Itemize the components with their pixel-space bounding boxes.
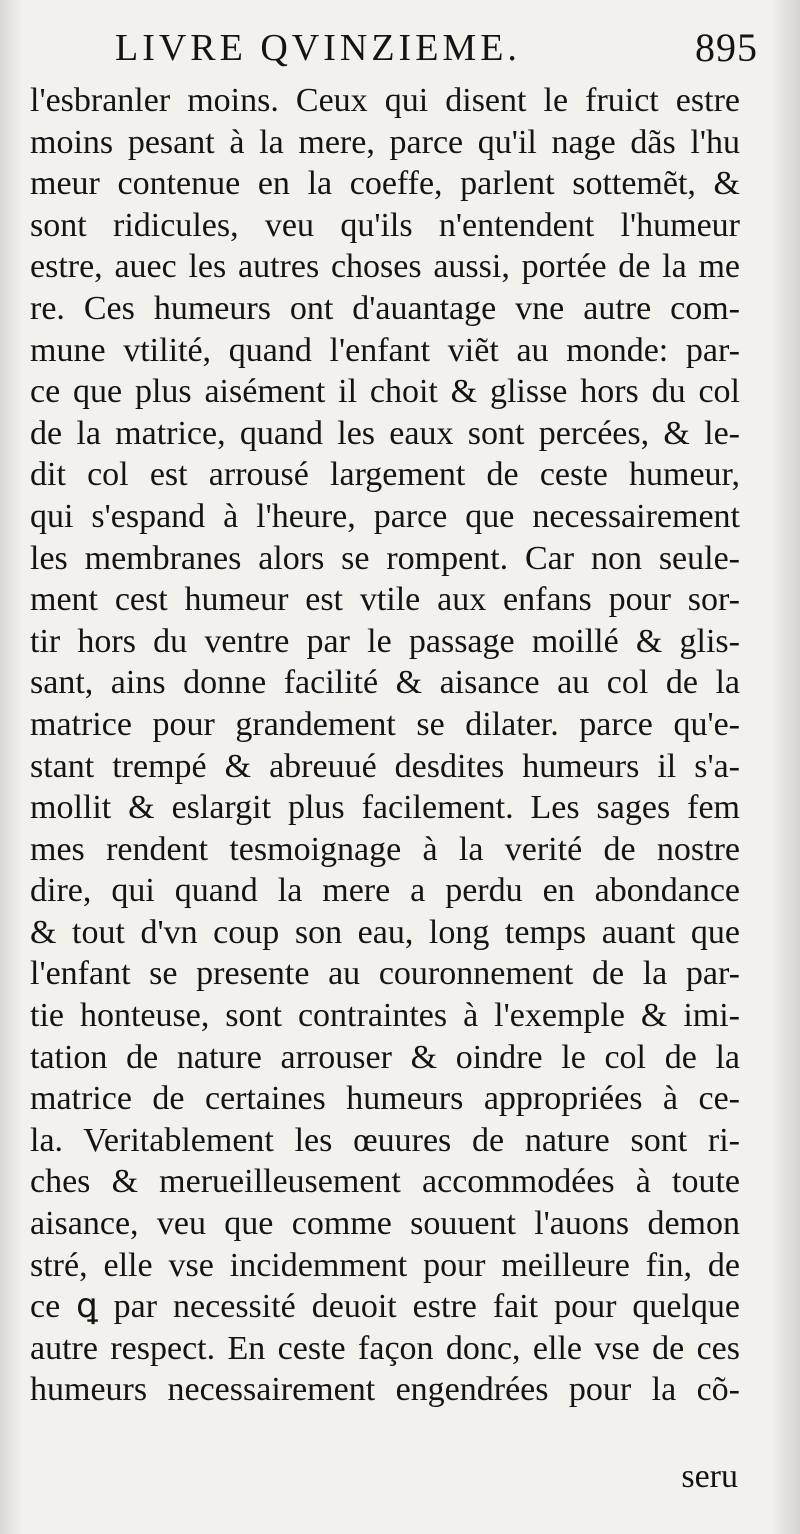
text-line: matrice de certaines humeurs appropriées à ce- <box>30 1080 740 1118</box>
text-line: mune vtilité, quand l'enfant viẽt au monde: par- <box>30 331 740 369</box>
text-line: dit col est arrousé largement de ceste humeur, <box>30 456 740 494</box>
text-line: ches & merueilleusement accommodées à toute <box>30 1163 740 1201</box>
text-line: la. Veritablement les œuures de nature sont ri- <box>30 1121 740 1159</box>
text-line: matrice pour grandement se dilater. parce qu'e- <box>30 705 740 743</box>
text-line: meur contenue en la coeffe, parlent sottemẽt, & <box>30 165 740 203</box>
text-line: sant, ains donne facilité & aisance au col de la <box>30 664 740 702</box>
text-line: tation de nature arrouser & oindre le col de la <box>30 1038 740 1076</box>
page-header <box>0 18 800 78</box>
running-head: LIVRE QVINZIEME. <box>115 27 521 69</box>
body-text <box>30 80 740 1411</box>
text-line: sont ridicules, veu qu'ils n'entendent l'humeur <box>30 206 740 244</box>
text-line: dire, qui quand la mere a perdu en abondance <box>30 872 740 910</box>
text-line: les membranes alors se rompent. Car non seule- <box>30 539 740 577</box>
text-line: mes rendent tesmoignage à la verité de nostre <box>30 830 740 868</box>
text-line: ce ꝗ par necessité deuoit estre fait pour quelque <box>30 1288 740 1326</box>
page-number: 895 <box>695 25 758 70</box>
text-line: & tout d'vn coup son eau, long temps auant que <box>30 913 740 951</box>
text-line: l'esbranler moins. Ceux qui disent le fruict estre <box>30 82 740 119</box>
text-line: aisance, veu que comme souuent l'auons demon <box>30 1205 740 1243</box>
text-line: stant trempé & abreuué desdites humeurs il s'a- <box>30 747 740 785</box>
text-line: qui s'espand à l'heure, parce que necessairement <box>30 497 740 535</box>
text-line: moins pesant à la mere, parce qu'il nage dãs l'hu <box>30 123 740 161</box>
text-line: mollit & eslargit plus facilement. Les sages fem <box>30 789 740 827</box>
text-line: tie honteuse, sont contraintes à l'exemple & imi- <box>30 997 740 1035</box>
text-line: autre respect. En ceste façon donc, elle vse de ces <box>30 1329 740 1367</box>
catchword: seru <box>681 1458 738 1495</box>
text-line: humeurs necessairement engendrées pour la cõ- <box>30 1371 740 1409</box>
text-line: tir hors du ventre par le passage moillé & glis- <box>30 622 740 660</box>
text-line: l'enfant se presente au couronnement de la par- <box>30 955 740 993</box>
text-line: estre, auec les autres choses aussi, portée de la me <box>30 248 740 286</box>
text-line: ce que plus aisément il choit & glisse hors du col <box>30 373 740 411</box>
text-line: re. Ces humeurs ont d'auantage vne autre com- <box>30 289 740 327</box>
text-line: stré, elle vse incidemment pour meilleure fin, de <box>30 1246 740 1284</box>
text-line: ment cest humeur est vtile aux enfans pour sor- <box>30 581 740 619</box>
text-line: de la matrice, quand les eaux sont percées, & le- <box>30 414 740 452</box>
